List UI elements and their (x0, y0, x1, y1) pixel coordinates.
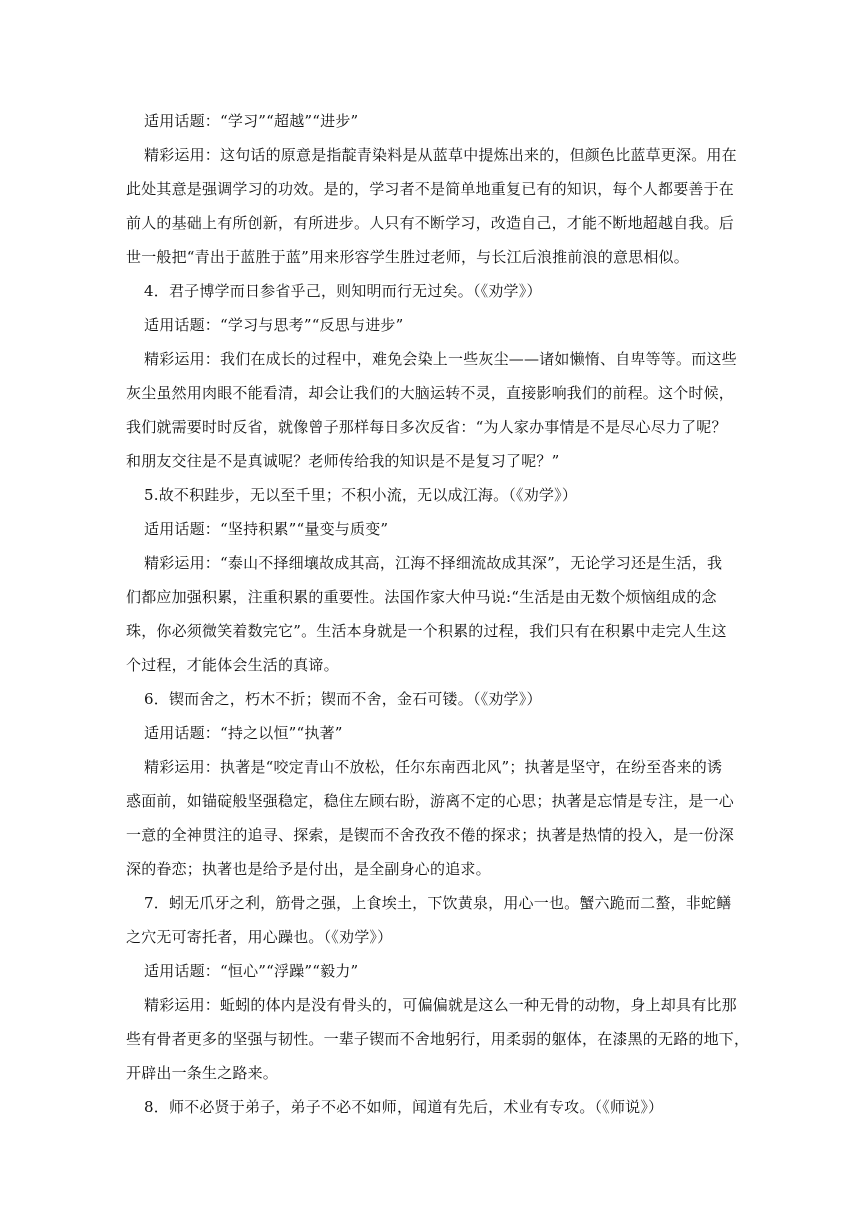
usage-paragraph-cont: 珠，你必须微笑着数完它”。生活本身就是一个积累的过程，我们只有在积累中走完人生这 (126, 622, 727, 640)
usage-paragraph: 精彩运用：我们在成长的过程中，难免会染上一些灰尘——诸如懒惰、自卑等等。而这些 (144, 350, 737, 368)
usage-paragraph-cont: 们都应加强积累，注重积累的重要性。法国作家大仲马说:“生活是由无数个烦恼组成的念 (126, 588, 717, 606)
usage-paragraph: 精彩运用：这句话的原意是指靛青染料是从蓝草中提炼出来的，但颜色比蓝草更深。用在 (144, 146, 737, 164)
usage-paragraph-cont: 此处其意是强调学习的功效。是的，学习者不是简单地重复已有的知识，每个人都要善于在 (126, 180, 735, 198)
usage-paragraph-cont: 些有骨者更多的坚强与韧性。一辈子锲而不舍地躬行，用柔弱的躯体，在漆黑的无路的地下， (126, 1030, 750, 1048)
usage-paragraph-cont: 个过程，才能体会生活的真谛。 (126, 656, 339, 674)
quote-heading-6: 6．锲而舍之，朽木不折；锲而不舍，金石可镂。（《劝学》） (144, 690, 542, 708)
topic-line: 适用话题：“持之以恒”“执著” (144, 724, 343, 742)
usage-paragraph-cont: 一意的全神贯注的追寻、探索，是锲而不舍孜孜不倦的探求；执著是热情的投入，是一份深 (126, 826, 735, 844)
topic-line: 适用话题：“恒心”“浮躁”“毅力” (144, 962, 359, 980)
document-body (126, 104, 750, 1124)
topic-line: 适用话题：“学习与思考”“反思与进步” (144, 316, 404, 334)
usage-paragraph-cont: 前人的基础上有所创新，有所进步。人只有不断学习，改造自己，才能不断地超越自我。后 (126, 214, 735, 232)
usage-paragraph: 精彩运用：“泰山不择细壤故成其高，江海不择细流故成其深”，无论学习还是生活，我 (144, 554, 723, 572)
usage-paragraph-cont: 和朋友交往是不是真诚呢？老师传给我的知识是不是复习了呢？” (126, 452, 560, 470)
quote-heading-7: 7．蚓无爪牙之利，筋骨之强，上食埃土，下饮黄泉，用心一也。蟹六跪而二螯，非蛇鳝 (144, 894, 732, 912)
topic-line: 适用话题：“学习”“超越”“进步” (144, 112, 359, 130)
usage-paragraph-cont: 世一般把“青出于蓝胜于蓝”用来形容学生胜过老师，与长江后浪推前浪的意思相似。 (126, 248, 689, 266)
usage-paragraph-cont: 深的眷恋；执著也是给予是付出，是全副身心的追求。 (126, 860, 491, 878)
usage-paragraph: 精彩运用：执著是“咬定青山不放松，任尔东南西北风”；执著是坚守，在纷至沓来的诱 (144, 758, 723, 776)
usage-paragraph-cont: 灰尘虽然用肉眼不能看清，却会让我们的大脑运转不灵，直接影响我们的前程。这个时候， (126, 384, 735, 402)
usage-paragraph-cont: 开辟出一条生之路来。 (126, 1064, 279, 1082)
quote-heading-7-cont: 之穴无可寄托者，用心躁也。（《劝学》） (126, 928, 393, 946)
quote-heading-4: 4．君子博学而日参省乎己，则知明而行无过矣。（《劝学》） (144, 282, 542, 300)
quote-heading-5: 5.故不积跬步，无以至千里；不积小流，无以成江海。（《劝学》） (144, 486, 578, 504)
usage-paragraph-cont: 惑面前，如锚碇般坚强稳定，稳住左顾右盼，游离不定的心思；执著是忘情是专注，是一心 (126, 792, 735, 810)
usage-paragraph-cont: 我们就需要时时反省，就像曾子那样每日多次反省：“为人家办事情是不是尽心尽力了呢？ (126, 418, 727, 436)
quote-heading-8: 8．师不必贤于弟子，弟子不必不如师，闻道有先后，术业有专攻。（《师说》） (144, 1098, 664, 1116)
usage-paragraph: 精彩运用：蚯蚓的体内是没有骨头的，可偏偏就是这么一种无骨的动物，身上却具有比那 (144, 996, 737, 1014)
topic-line: 适用话题：“坚持积累”“量变与质变” (144, 520, 389, 538)
